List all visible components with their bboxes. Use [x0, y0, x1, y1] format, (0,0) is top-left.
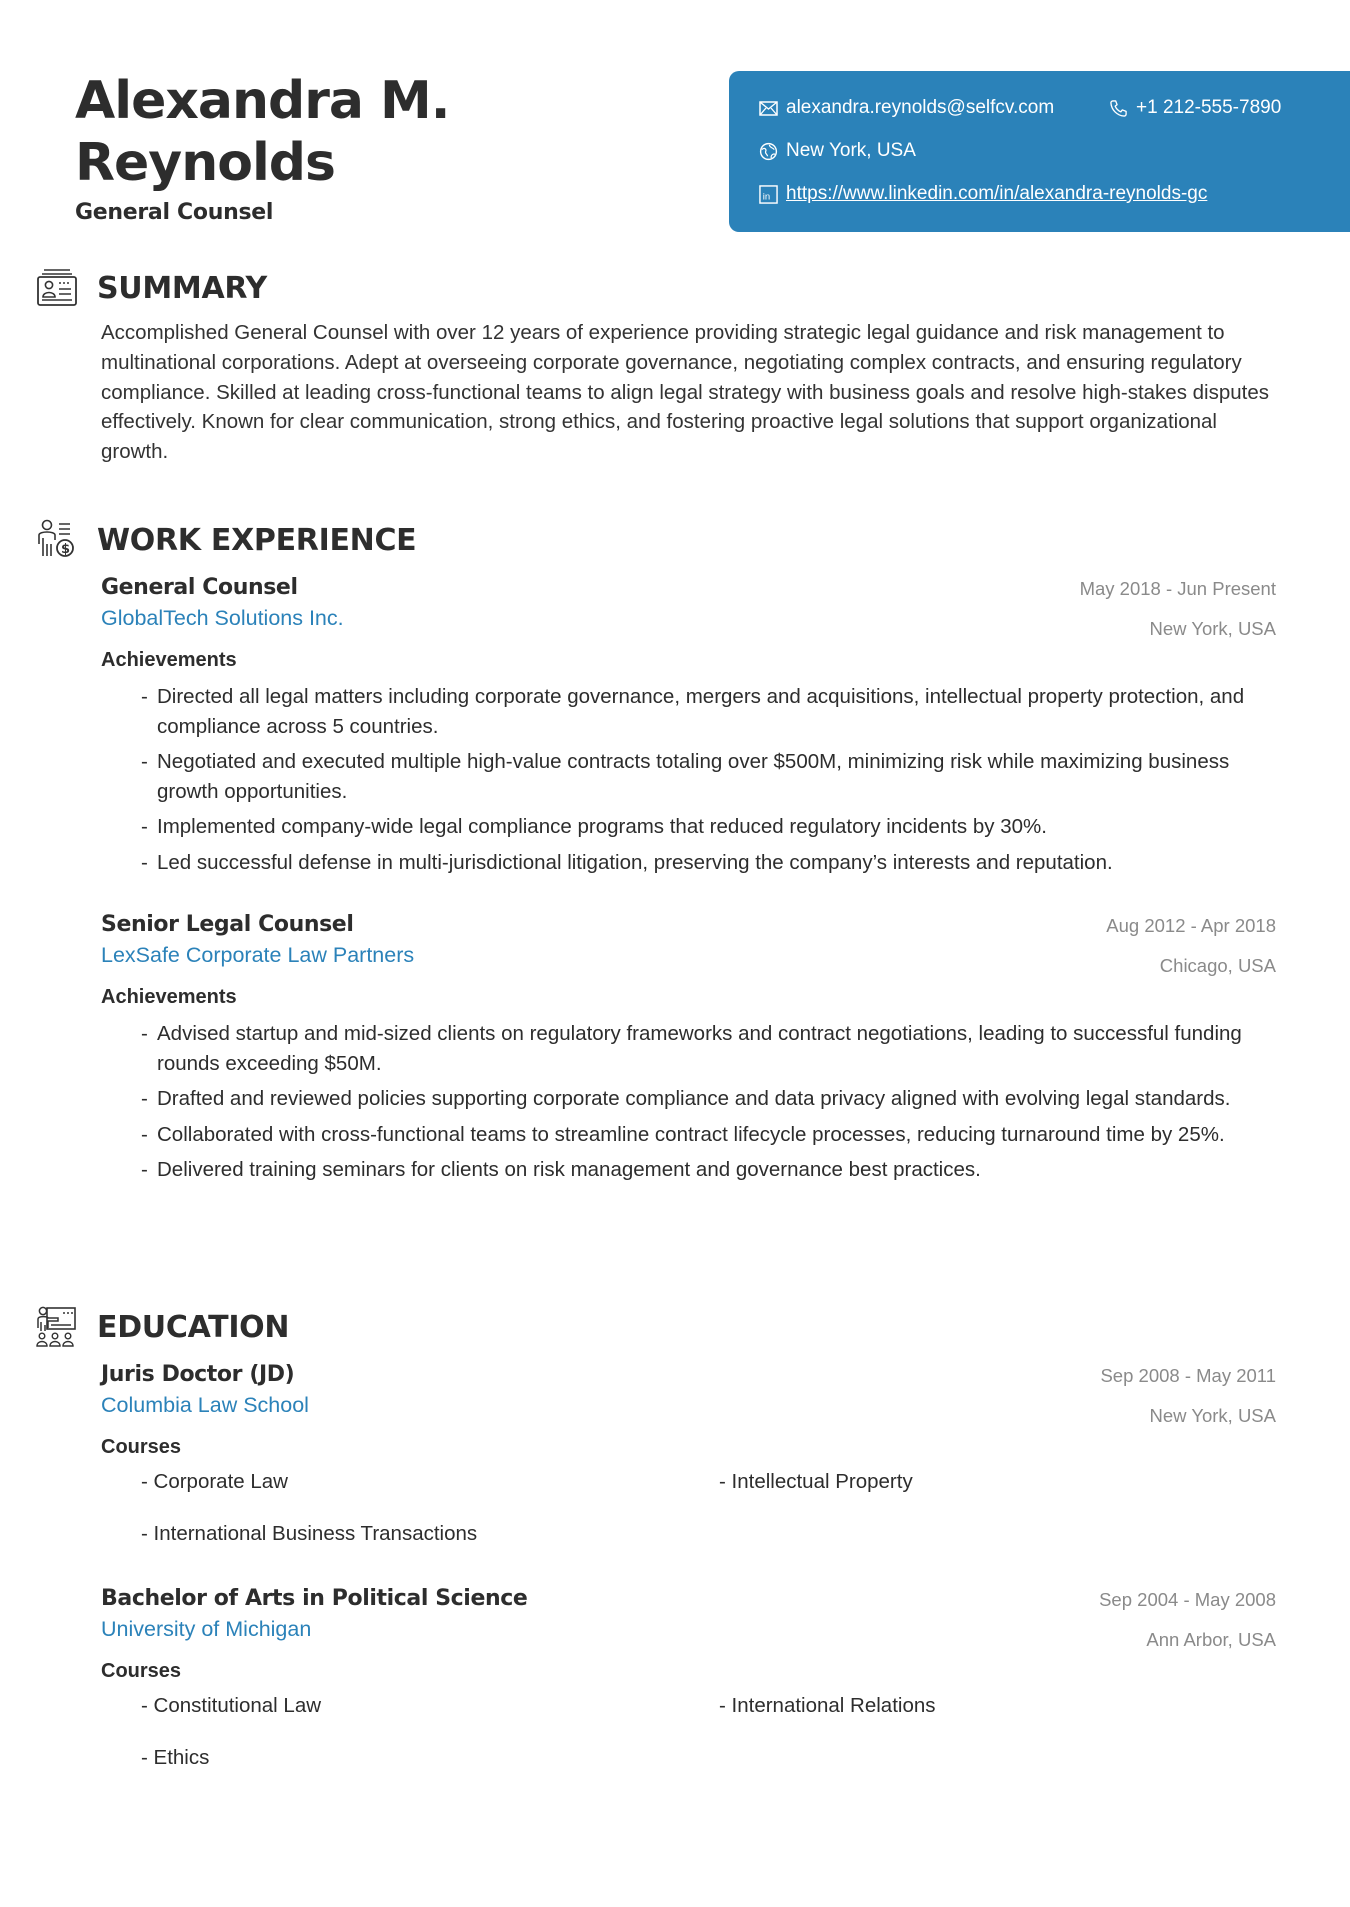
mail-icon [759, 101, 778, 116]
svg-text:in: in [762, 190, 771, 202]
id-card-icon [35, 266, 79, 310]
teacher-class-icon [35, 1305, 79, 1349]
education-location: New York, USA [1149, 1405, 1276, 1426]
courses-list [101, 1691, 1276, 1772]
job-title: General Counsel [101, 575, 298, 600]
achievements-label: Achievements [101, 986, 237, 1008]
summary-header [35, 266, 267, 310]
experience-header [35, 518, 416, 562]
course-item: - Intellectual Property [719, 1470, 913, 1493]
course-item: - International Business Transactions [141, 1522, 478, 1545]
employee-salary-icon [35, 518, 79, 562]
education-location: Ann Arbor, USA [1146, 1629, 1276, 1650]
job-dates: May 2018 - Jun Present [1079, 578, 1276, 599]
job-location: Chicago, USA [1159, 955, 1276, 976]
company-name: GlobalTech Solutions Inc. [101, 606, 344, 630]
summary-text: Accomplished General Counsel with over 12 years of experience providing strategic legal guidance and risk management to multinational corporations. Adept at overseeing corporate governance, negotiating complex contracts, and ensuring regulatory compliance. Skilled at leading cross-functional teams to align legal strategy with business goals and resolve high-stakes disputes effectively. Known for clear communication, strong ethics, and fostering proactive legal solutions that support organizational growth. [101, 321, 1269, 464]
achievement-item: - Directed all legal matters including corporate governance, mergers and acquisitions, intellectual property protection, and compliance across 5 countries. [141, 682, 1276, 742]
contact-linkedin[interactable] [759, 183, 1207, 205]
achievements-label: Achievements [101, 649, 237, 671]
achievements-list [101, 682, 1276, 878]
achievement-item: - Negotiated and executed multiple high-value contracts totaling over $500M, minimizing risk while maximizing business growth opportunities. [141, 747, 1276, 807]
company-name: LexSafe Corporate Law Partners [101, 943, 415, 967]
achievement-item: - Implemented company-wide legal compliance programs that reduced regulatory incidents by 30%. [141, 812, 1276, 842]
course-item: - Ethics [141, 1746, 210, 1769]
course-item: - Constitutional Law [141, 1694, 322, 1717]
summary-heading: SUMMARY [97, 270, 267, 306]
job-dates: Aug 2012 - Apr 2018 [1106, 915, 1276, 936]
education-heading: EDUCATION [97, 1309, 290, 1345]
linkedin-icon [759, 185, 778, 204]
achievement-item: - Collaborated with cross-functional teams to streamline contract lifecycle processes, reducing turnaround time by 25%. [141, 1120, 1276, 1150]
job-title: Senior Legal Counsel [101, 912, 354, 937]
education-header [35, 1305, 289, 1349]
contact-panel [729, 71, 1350, 232]
experience-heading: WORK EXPERIENCE [97, 522, 417, 558]
degree-title: Juris Doctor (JD) [101, 1362, 295, 1387]
education-entry-1 [101, 1362, 1276, 1548]
contact-email[interactable] [759, 97, 1054, 119]
courses-list [101, 1467, 1276, 1548]
candidate-name [75, 70, 450, 194]
phone-icon [1109, 99, 1128, 118]
name-line-2: Reynolds [75, 133, 335, 193]
contact-location [759, 140, 916, 162]
courses-label: Courses [101, 1660, 182, 1682]
job-title: General Counsel [75, 200, 274, 225]
phone-text: +1 212-555-7890 [1136, 97, 1282, 118]
achievement-item: - Advised startup and mid-sized clients on regulatory frameworks and contract negotiations, leading to successful funding rounds exceeding $50M. [141, 1019, 1276, 1079]
education-dates: Sep 2004 - May 2008 [1099, 1589, 1276, 1610]
contact-phone[interactable] [1109, 97, 1281, 119]
courses-label: Courses [101, 1436, 182, 1458]
achievement-item: - Led successful defense in multi-jurisdictional litigation, preserving the company’s interests and reputation. [141, 848, 1276, 878]
course-item: - Corporate Law [141, 1470, 288, 1493]
achievement-item: - Drafted and reviewed policies supporting corporate compliance and data privacy aligned with evolving legal standards. [141, 1084, 1276, 1114]
education-entry-2 [101, 1586, 1276, 1772]
school-name: Columbia Law School [101, 1393, 309, 1417]
achievements-list [101, 1019, 1276, 1185]
job-entry-1 [101, 575, 1276, 883]
globe-icon [759, 142, 778, 161]
school-name: University of Michigan [101, 1617, 312, 1641]
location-text: New York, USA [786, 140, 916, 161]
job-entry-2 [101, 912, 1276, 1190]
education-dates: Sep 2008 - May 2011 [1100, 1365, 1276, 1386]
job-location: New York, USA [1149, 618, 1276, 639]
linkedin-link[interactable]: https://www.linkedin.com/in/alexandra-reynolds-gc [786, 183, 1208, 204]
degree-title: Bachelor of Arts in Political Science [101, 1586, 528, 1611]
svg-text:$: $ [61, 542, 71, 557]
course-item: - International Relations [719, 1694, 936, 1717]
name-line-1: Alexandra M. [75, 71, 450, 131]
achievement-item: - Delivered training seminars for clients on risk management and governance best practices. [141, 1155, 1276, 1185]
email-text: alexandra.reynolds@selfcv.com [786, 97, 1055, 118]
